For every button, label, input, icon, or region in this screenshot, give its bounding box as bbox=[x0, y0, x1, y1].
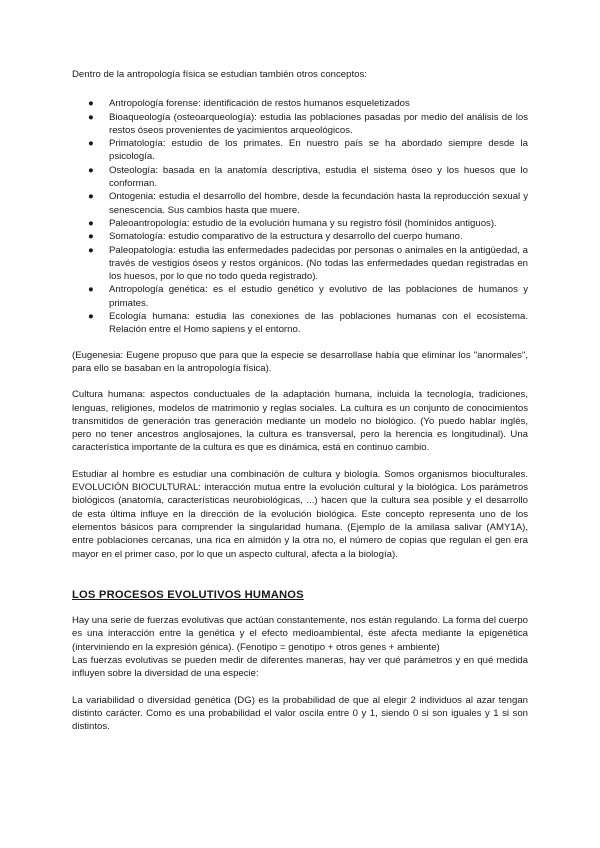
intro-paragraph: Dentro de la antropología física se estudian también otros conceptos: bbox=[72, 69, 367, 80]
fuerzas-paragraph-1: Hay una serie de fuerzas evolutivas que actúan constantemente, nos están regulando. La forma del cuerpo es una interacción entre la genética y el efecto medioambiental, éste afecta mediante la epigenética (interviniendo en la expresión génica). (Fenotipo = genotipo + otros genes + ambiente) bbox=[72, 615, 528, 653]
list-item bbox=[72, 190, 528, 217]
biocultural-paragraph: Estudiar al hombre es estudiar una combinación de cultura y biología. Somos organismos bioculturales. EVOLUCIÓN BIOCULTURAL: interacción mutua entre la evolución cultural y la biológica. Los parámetros biológicos (anatomía, características neurobiológicas, ...) hacen que la cultura sea posible y el desarrollo de esta última influye en la dirección de la evolución biológica. Este concepto representa uno de los elementos básicos para comprender la singularidad humana. (Ejemplo de la amilasa salivar (AMY1A), entre poblaciones cercanas, una rica en almidón y la otra no, el número de copias que regulan el gen era mayor en el primer caso, por lo que un aspecto cultural, afecta a la biología). bbox=[72, 468, 528, 560]
bullet-icon: ● bbox=[88, 164, 94, 176]
list-item-text: Bioaqueología (osteoarqueología): estudia las poblaciones pasadas por medio del análisis de los restos óseos provenientes de yacimientos arqueológicos. bbox=[109, 111, 528, 136]
list-item bbox=[72, 310, 528, 337]
list-item bbox=[72, 283, 528, 310]
list-item-text: Ontogenia: estudia el desarrollo del hombre, desde la fecundación hasta la reproducción sexual y senescencia. Sus cambios hasta que muere. bbox=[109, 191, 528, 216]
list-item bbox=[72, 230, 528, 243]
bullet-icon: ● bbox=[88, 191, 94, 203]
bullet-icon: ● bbox=[88, 311, 94, 323]
list-item bbox=[72, 97, 528, 110]
list-item-text: Antropología forense: identificación de restos humanos esqueletizados bbox=[109, 98, 410, 110]
list-item bbox=[72, 244, 528, 284]
bullet-icon: ● bbox=[88, 217, 94, 229]
list-item bbox=[72, 137, 528, 164]
bullet-icon: ● bbox=[88, 284, 94, 296]
variabilidad-paragraph: La variabilidad o diversidad genética (DG) es la probabilidad de que al elegir 2 individuos al azar tengan distinto carácter. Como es una probabilidad el valor oscila entre 0 y 1, siendo 0 si son iguales y 1 si son distintos. bbox=[72, 694, 528, 733]
list-item bbox=[72, 111, 528, 138]
bullet-icon: ● bbox=[88, 231, 94, 243]
list-item-text: Ecología humana: estudia las conexiones de las poblaciones humanas con el ecosistema. Relación entre el Homo sapiens y el entorno. bbox=[109, 311, 528, 336]
fuerzas-paragraph-2: Las fuerzas evolutivas se pueden medir de diferentes maneras, hay ver qué parámetros y en qué medida influyen sobre la diversidad de una especie: bbox=[72, 654, 528, 680]
bullet-icon: ● bbox=[88, 138, 94, 150]
bullet-icon: ● bbox=[88, 98, 94, 110]
list-item bbox=[72, 217, 528, 230]
list-item-text: Primatología: estudio de los primates. En nuestro país se ha abordado siempre desde la psicología. bbox=[109, 138, 528, 163]
bullet-icon: ● bbox=[88, 244, 94, 256]
concepts-list bbox=[72, 97, 528, 336]
list-item-text: Osteología: basada en la anatomía descriptiva, estudia el sistema óseo y los huesos que lo conforman. bbox=[109, 164, 528, 190]
list-item-text: Somatología: estudio comparativo de la estructura y desarrollo del cuerpo humano. bbox=[109, 231, 463, 243]
section-title: LOS PROCESOS EVOLUTIVOS HUMANOS bbox=[72, 588, 304, 601]
eugenesia-paragraph: (Eugenesia: Eugene propuso que para que la especie se desarrollase había que eliminar los "anormales", para ello se basaban en la antropología física). bbox=[72, 349, 528, 374]
list-item-text: Paleoantropología: estudio de la evolución humana y su registro fósil (homínidos antiguos). bbox=[109, 217, 497, 229]
cultura-paragraph: Cultura humana: aspectos conductuales de la adaptación humana, incluida la tecnología, tradiciones, lenguas, religiones, modelos de matrimonio y reglas sociales. La cultura es un conjunto de conocimientos transmitidos de generación tras generación mediante un modelo no biológico. (Yo puedo hablar inglés, pero no tener ancestros anglosajones, la cultura es transversal, pero la herencia es longitudinal). Una característica importante de la cultura es que es dinámica, está en continuo cambio. bbox=[72, 389, 528, 454]
bullet-icon: ● bbox=[88, 111, 94, 123]
list-item bbox=[72, 164, 528, 191]
document-page bbox=[72, 68, 528, 733]
list-item-text: Paleopatología: estudia las enfermedades padecidas por personas o animales en la antigüedad, a través de vestigios óseos y restos orgánicos. (No todas las enfermedades quedan registradas en los huesos, por lo que no todo queda registrado). bbox=[109, 244, 528, 283]
list-item-text: Antropología genética: es el estudio genético y evolutivo de las poblaciones de humanos y primates. bbox=[109, 284, 528, 309]
